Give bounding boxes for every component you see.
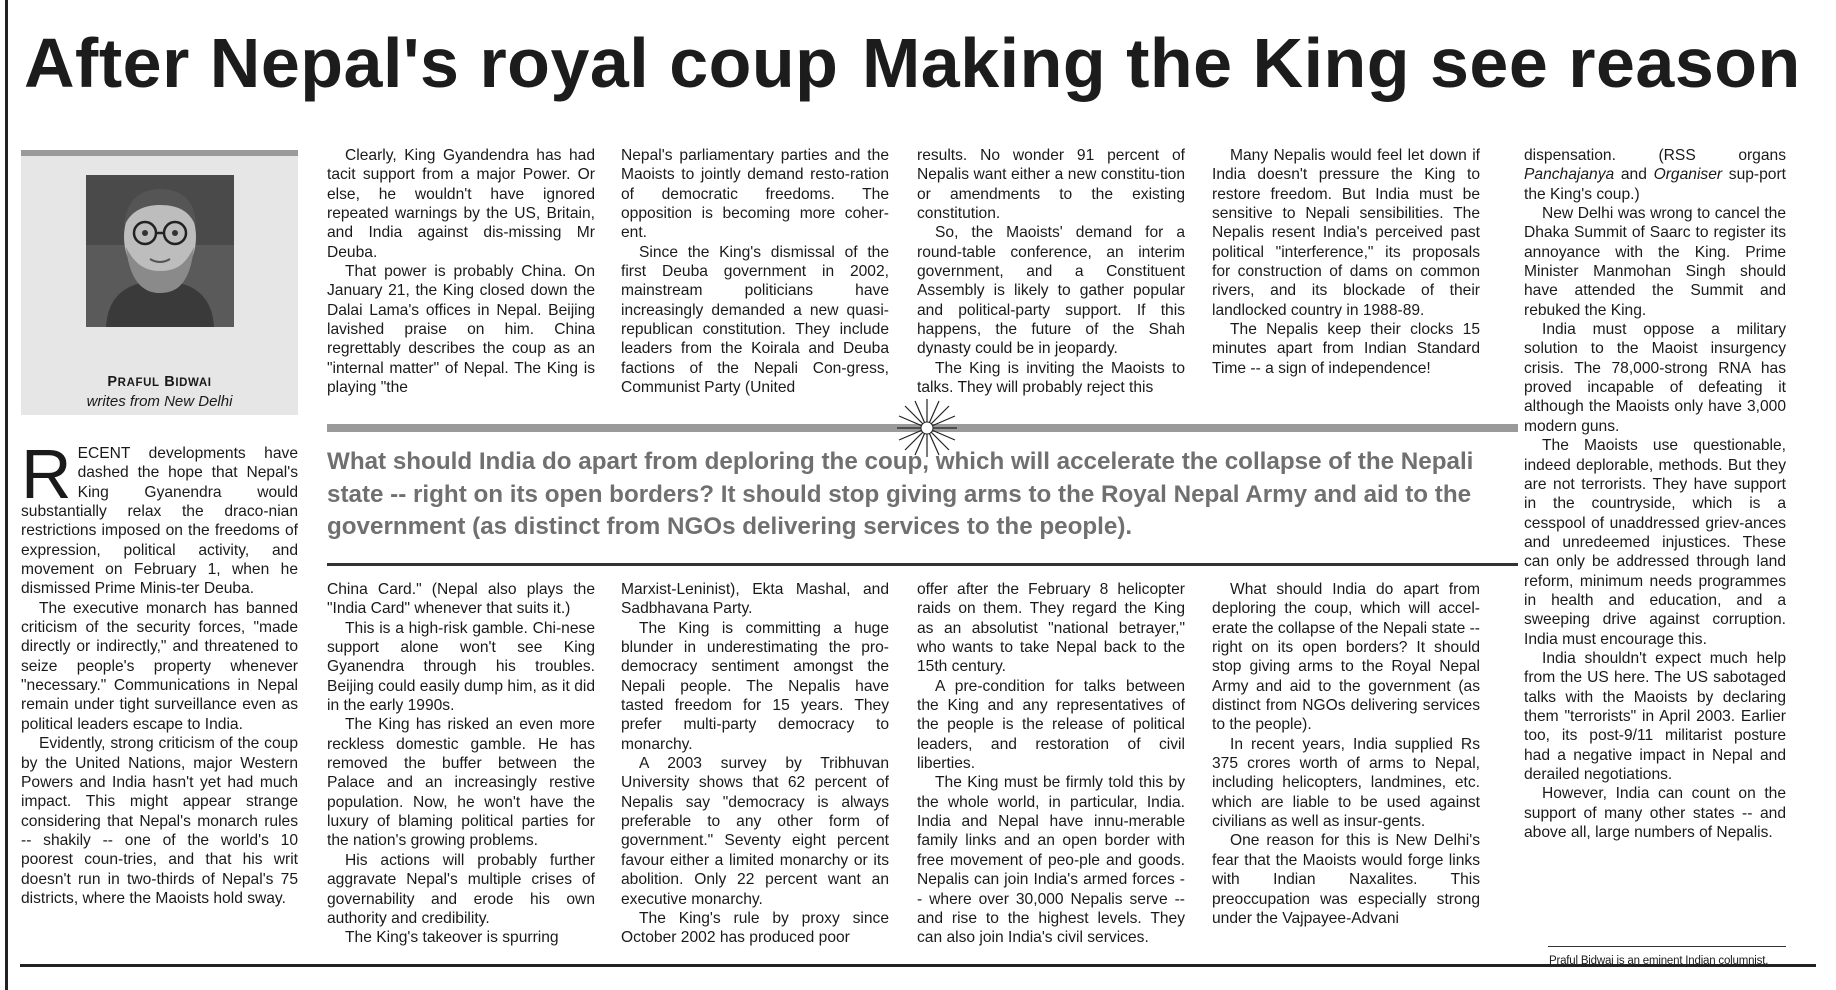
column-3-bottom-paragraph: The King is committing a huge blunder in underestimating the pro-democracy sentiment amongst the Nepali people. The Nepalis have tasted freedom for 15 years. They prefer multi-party democracy to monarchy.	[621, 619, 889, 753]
author-dateline: writes from New Delhi	[86, 393, 233, 410]
column-3-bottom-paragraph: A 2003 survey by Tribhuvan University shows that 62 percent of Nepalis say "democracy is always preferable to any other form of government." Seventy eight percent favour either a limited monarchy or its abolition. Only 22 percent want an executive monarchy.	[621, 755, 889, 908]
column-6-paragraph: The Maoists use questionable, indeed deplorable, methods. But they are not terrorists. They have support in the countryside, which is a cesspool of unaddressed griev-ances and unredeemed injustices. These can only be addressed through land reform, minimum needs programmes in health and education, and a sweeping drive against corruption. India must encourage this.	[1524, 437, 1786, 648]
column-2-bottom-paragraph: The King has risked an even more reckless domestic gamble. He has removed the buffer between the Palace and an increasingly restive population. Now, he won't have the luxury of blaming political parties for the nation's growing problems.	[327, 716, 595, 850]
column-6-paragraph: India shouldn't expect much help from the US here. The US sabotaged talks with the Maoists by declaring them "terrorists" in April 2003. Earlier too, its post-9/11 militarist posture had a negative impact in Nepal and derailed negotiations.	[1524, 649, 1786, 783]
column-4-top-paragraph: The King is inviting the Maoists to talks. They will probably reject this	[917, 359, 1185, 397]
author-byline: PRAFUL BIDWAI	[107, 374, 212, 390]
column-5-bottom-paragraph: What should India do apart from deploring the coup, which will accel-erate the collapse of the Nepali state -- right on its open borders? It should stop giving arms to the Royal Nepal Army and aid to the government (as distinct from NGOs delivering services to the people).	[1212, 581, 1480, 734]
column-4-bottom	[917, 580, 1185, 961]
photo-box-top-rule	[21, 150, 298, 156]
column-2-top-paragraph: That power is probably China. On January 21, the King closed down the Dalai Lama's offices in Nepal. Beijing lavished praise on him. China regrettably describes the coup as an "internal matter" of Nepal. The King is playing "the	[327, 263, 595, 397]
column-1	[21, 444, 298, 961]
column-4-top	[917, 146, 1185, 399]
column-2-top-paragraph: Clearly, King Gyandendra has had tacit support from a major Power. Or else, he wouldn't have ignored repeated warnings by the US, Britain, and India against dis-missing Mr Deuba.	[327, 147, 595, 261]
column-6-paragraph: However, India can count on the support of many other states -- and above all, large numbers of Nepalis.	[1524, 785, 1786, 842]
column-2-bottom-paragraph: This is a high-risk gamble. Chi-nese support alone won't see King Gyanendra through his troubles. Beijing could easily dump him, as it did in the early 1990s.	[327, 619, 595, 715]
column-2-bottom-paragraph: China Card." (Nepal also plays the "India Card" whenever that suits it.)	[327, 581, 595, 618]
column-3-bottom-paragraph: The King's rule by proxy since October 2002 has produced poor	[621, 909, 889, 947]
column-4-bottom-paragraph: A pre-condition for talks between the King and any representatives of the people is the release of political leaders, and restoration of civil liberties.	[917, 677, 1185, 773]
column-2-bottom	[327, 580, 595, 961]
footer-rule	[1548, 946, 1786, 947]
column-3-top	[621, 146, 889, 399]
headline-right: Making the King see reason	[862, 24, 1801, 102]
column-4-bottom-paragraph: offer after the February 8 helicopter raids on them. They regard the King as an absolutist "national betrayer," who wants to take Nepal back to the 15th century.	[917, 581, 1185, 676]
column-3-top-paragraph: Nepal's parliamentary parties and the Maoists to jointly demand resto-ration of democratic freedoms. The opposition is becoming more coher-ent.	[621, 147, 889, 242]
column-2-top	[327, 146, 595, 399]
column-2-bottom-paragraph: The King's takeover is spurring	[345, 929, 559, 947]
column-5-top-paragraph: The Nepalis keep their clocks 15 minutes apart from Indian Standard Time -- a sign of independence!	[1212, 321, 1480, 377]
column-5-bottom	[1212, 580, 1480, 961]
column-5-top-paragraph: Many Nepalis would feel let down if India doesn't pressure the King to restore freedom. But India must be sensitive to Nepali sensibilities. The Nepalis resent India's perceived past political "interference," its proposals for construction of dams on common rivers, and its blockade of their landlocked country in 1988-89.	[1212, 147, 1480, 319]
column-3-bottom-paragraph: Marxist-Leninist), Ekta Mashal, and Sadbhavana Party.	[621, 581, 889, 618]
column-4-bottom-paragraph: The King must be firmly told this by the whole world, in particular, India. India and Nepal have innu-merable family links and an open border with free movement of peo-ple and goods. Nepalis can join India's armed forces -- where over 30,000 Nepalis serve -- and rise to the highest levels. They can also join India's civil services.	[917, 774, 1185, 947]
author-portrait-photo	[86, 175, 234, 327]
column-1-paragraph: RECENT developments have dashed the hope that Nepal's King Gyanendra would substantially relax the draco-nian restrictions imposed on the freedoms of expression, political activity, and movement on February 1, when he dismissed Prime Minis-ter Deuba.	[21, 444, 298, 598]
column-2-bottom-paragraph: His actions will probably further aggravate Nepal's multiple crises of governability and erode his own authority and credibility.	[327, 851, 595, 927]
left-border-rule	[5, 0, 8, 990]
drop-cap: R	[21, 444, 72, 513]
column-5-top	[1212, 146, 1480, 399]
column-6-paragraph: India must oppose a military solution to the Maoist insurgency crisis. The 78,000-strong RNA has proved incapable of defeating it although the Maoists only have 3,000 modern guns.	[1524, 321, 1786, 435]
author-footnote: Praful Bidwai is an eminent Indian columnist.	[1549, 955, 1769, 967]
column-1-paragraph: Evidently, strong criticism of the coup by the United Nations, major Western Powers and India hasn't yet had much impact. This might appear strange considering that Nepal's monarch rules -- shakily -- one of the world's 10 poorest coun-tries, and that his writ doesn't run in two-thirds of Nepal's 75 districts, where the Maoists hold sway.	[21, 735, 298, 907]
column-3-top-paragraph: Since the King's dismissal of the first Deuba government in 2002, mainstream politicians have increasingly demanded a new quasi-republican constitution. They include leaders from the Koirala and Deuba factions of the Nepali Con-gress, Communist Party (United	[621, 243, 889, 397]
column-4-top-paragraph: So, the Maoists' demand for a round-table conference, an interim government, and a Constituent Assembly is likely to gather popular and political-party support. If this happens, the future of the Shah dynasty could be in jeopardy.	[917, 224, 1185, 358]
column-4-top-paragraph: results. No wonder 91 percent of Nepalis want either a new constitu-tion or amendments to the existing constitution.	[917, 147, 1185, 223]
column-3-bottom	[621, 580, 889, 961]
column-5-bottom-paragraph: In recent years, India supplied Rs 375 crores worth of arms to Nepal, including helicopters, landmines, etc. which are liable to be used against civilians as well as insur-gents.	[1212, 735, 1480, 831]
bottom-border-rule	[20, 964, 1816, 967]
column-5-bottom-paragraph: One reason for this is New Delhi's fear that the Maoists would forge links with Indian Naxalites. This preoccupation was especially strong under the Vajpayee-Advani	[1212, 832, 1480, 927]
column-6	[1524, 146, 1786, 941]
column-6-paragraph: dispensation. (RSS organs Panchajanya and Organiser sup-port the King's coup.)	[1524, 147, 1786, 203]
author-box	[21, 150, 298, 415]
pullquote-bottom-rule	[327, 563, 1518, 566]
column-1-paragraph: The executive monarch has banned criticism of the security forces, "made directly or indirectly," and threatened to seize people's property whenever "necessary." Communications in Nepal remain under tight surveillance even as political leaders escape to India.	[21, 599, 298, 733]
pullquote: What should India do apart from deploring the coup, which will accelerate the collapse of the Nepali state -- right on its open borders? It should stop giving arms to the Royal Nepal Army and aid to the government (as distinct from NGOs delivering services to the people).	[327, 448, 1474, 540]
headline-left: After Nepal's royal coup	[24, 24, 839, 102]
column-6-paragraph: New Delhi was wrong to cancel the Dhaka Summit of Saarc to register its annoyance with the King. Prime Minister Manmohan Singh should have attended the Summit and rebuked the King.	[1524, 205, 1786, 319]
